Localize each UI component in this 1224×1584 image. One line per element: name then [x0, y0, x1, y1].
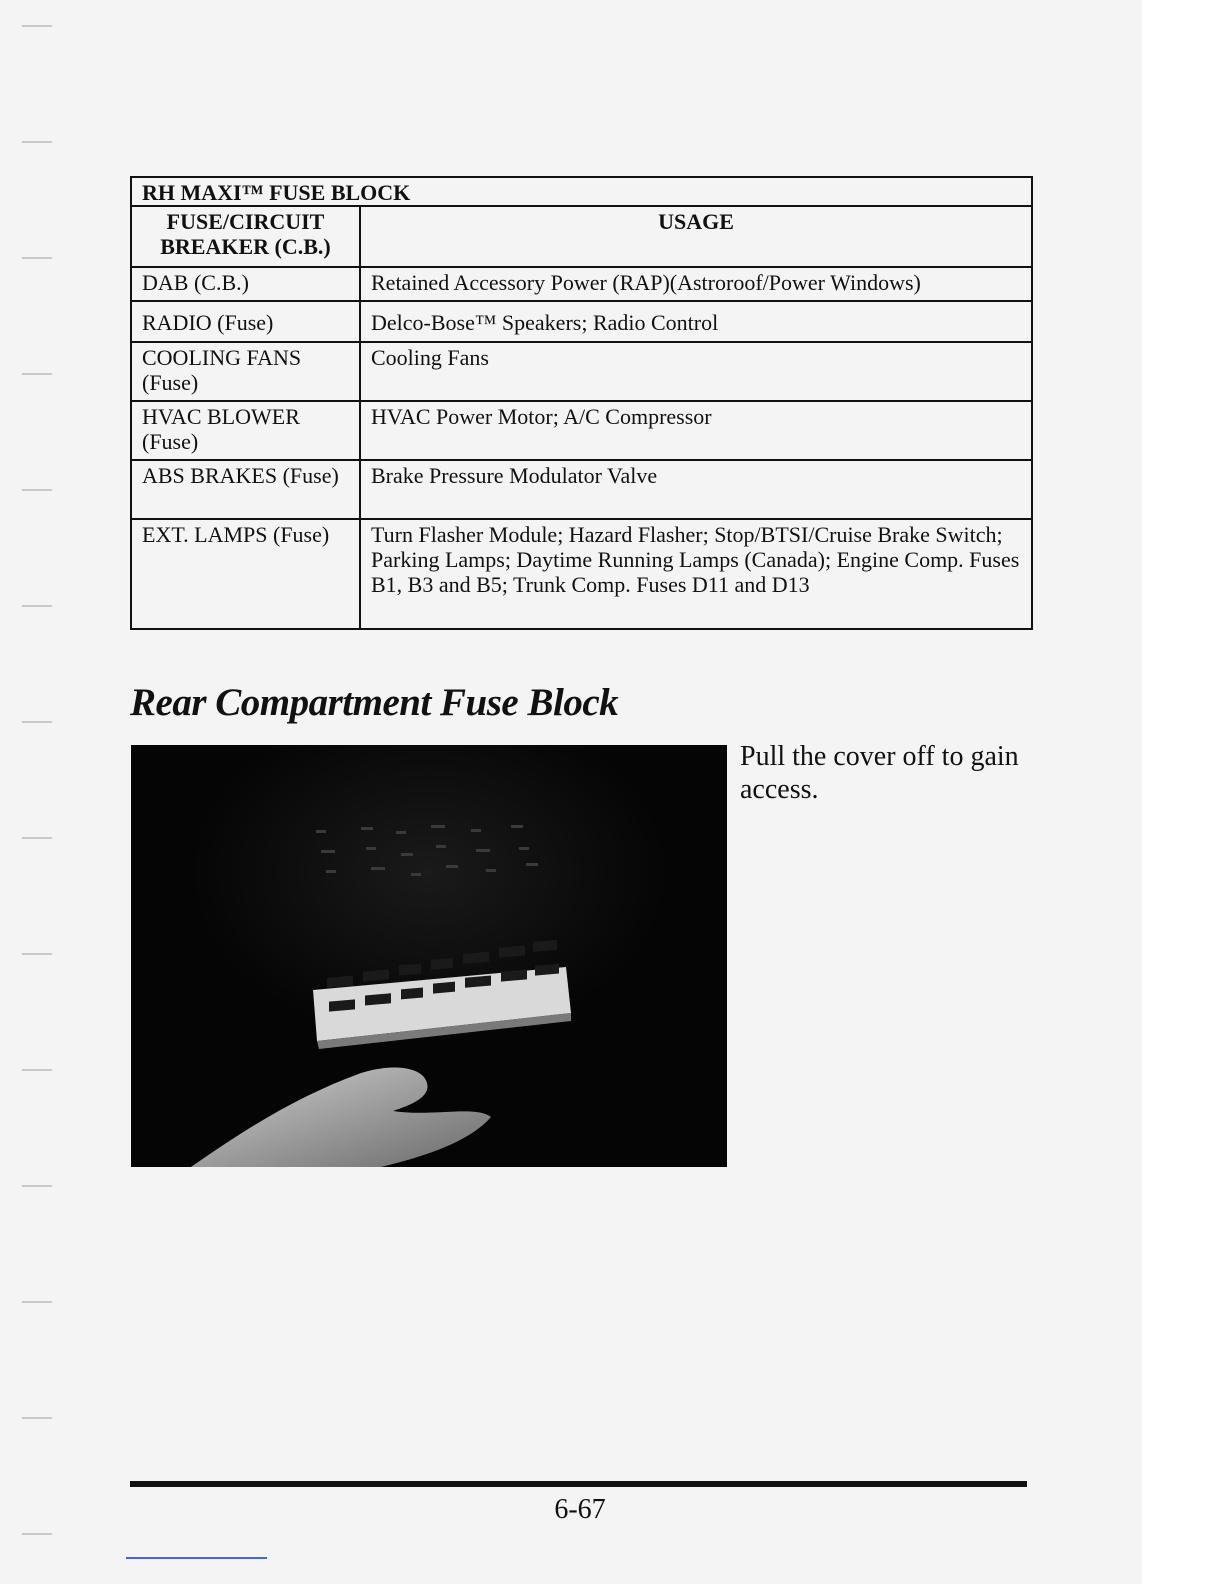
binder-tick: [22, 257, 52, 259]
fuse-cell: DAB (C.B.): [131, 267, 360, 301]
header-usage: USAGE: [360, 206, 1032, 267]
fuse-cell: COOLING FANS (Fuse): [131, 342, 360, 401]
usage-cell: Turn Flasher Module; Hazard Flasher; Stop/BTSI/Cruise Brake Switch; Parking Lamps; Daytime Running Lamps (Canada); Engine Comp. Fuses B1, B3 and B5; Trunk Comp. Fuses D11 and D13: [360, 519, 1032, 629]
usage-cell: Brake Pressure Modulator Valve: [360, 460, 1032, 519]
usage-cell: Delco-Bose™ Speakers; Radio Control: [360, 301, 1032, 342]
fuse-block-table: [130, 176, 1033, 630]
binder-tick: [22, 1417, 52, 1419]
footer-rule: [130, 1481, 1027, 1487]
page-number: 6-67: [554, 1494, 606, 1525]
usage-cell: Cooling Fans: [360, 342, 1032, 401]
binder-tick: [22, 1301, 52, 1303]
binder-tick: [22, 25, 52, 27]
right-margin-strip: [1142, 0, 1224, 1584]
usage-cell: HVAC Power Motor; A/C Compressor: [360, 401, 1032, 460]
table-row: [131, 460, 1032, 519]
usage-cell: Retained Accessory Power (RAP)(Astroroof/Power Windows): [360, 267, 1032, 301]
table-row: [131, 401, 1032, 460]
binder-tick: [22, 1069, 52, 1071]
binder-tick: [22, 953, 52, 955]
fuse-block-title: RH MAXI™ FUSE BLOCK: [131, 177, 1032, 206]
section-title: Rear Compartment Fuse Block: [130, 681, 619, 724]
header-fuse-circuit-breaker: FUSE/CIRCUIT BREAKER (C.B.): [131, 206, 360, 267]
binder-tick: [22, 141, 52, 143]
fuse-block-photo-illustration: [131, 745, 727, 1167]
binder-tick: [22, 605, 52, 607]
table-row: [131, 342, 1032, 401]
binder-tick: [22, 837, 52, 839]
binder-tick: [22, 489, 52, 491]
fuse-cell: RADIO (Fuse): [131, 301, 360, 342]
fuse-cell: EXT. LAMPS (Fuse): [131, 519, 360, 629]
photo-caption: Pull the cover off to gain access.: [740, 741, 1019, 805]
binder-tick: [22, 1185, 52, 1187]
fuse-cell: ABS BRAKES (Fuse): [131, 460, 360, 519]
binder-tick: [22, 373, 52, 375]
fuse-cell: HVAC BLOWER (Fuse): [131, 401, 360, 460]
link-underline: [126, 1557, 267, 1559]
table-row: [131, 267, 1032, 301]
table-row: [131, 301, 1032, 342]
table-row: [131, 519, 1032, 629]
binder-tick: [22, 1533, 52, 1535]
binder-tick: [22, 721, 52, 723]
fuse-block-photo: [131, 745, 727, 1167]
